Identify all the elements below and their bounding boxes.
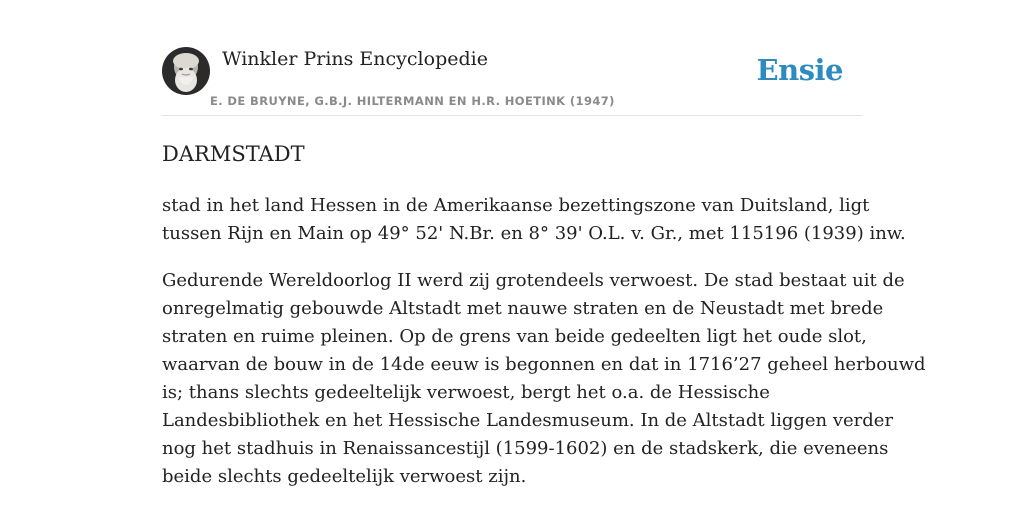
article-paragraph [162,267,926,491]
ensie-logo[interactable]: Ensie [756,53,843,87]
paragraph-line: onregelmatig gebouwde Altstadt met nauwe straten en de Neustadt met brede [162,298,884,319]
source-title[interactable]: Winkler Prins Encyclopedie [222,48,488,70]
paragraph-line: Gedurende Wereldoorlog II werd zij grotendeels verwoest. De stad bestaat uit de [162,270,905,291]
paragraph-line: beide slechts gedeeltelijk verwoest zijn. [162,466,527,487]
paragraph-line: waarvan de bouw in de 14de eeuw is begonnen en dat in 1716’27 geheel herbouwd [162,354,926,375]
source-header [162,46,862,116]
paragraph-line: is; thans slechts gedeeltelijk verwoest, bergt het o.a. de Hessische [162,382,770,403]
paragraph-line: stad in het land Hessen in de Amerikaanse bezettingszone van Duitsland, ligt [162,195,870,216]
paragraph-line: tussen Rijn en Main op 49° 52' N.Br. en 8° 39' O.L. v. Gr., met 115196 (1939) inw. [162,223,906,244]
article-title: DARMSTADT [162,142,305,166]
bearded-man-portrait-icon [162,47,210,95]
source-avatar[interactable] [162,47,210,95]
article-paragraph [162,192,906,248]
paragraph-line: Landesbibliothek en het Hessische Landesmuseum. In de Altstadt liggen verder [162,410,894,431]
source-authors: E. DE BRUYNE, G.B.J. HILTERMANN EN H.R. HOETINK (1947) [210,94,615,108]
paragraph-line: nog het stadhuis in Renaissancestijl (1599-1602) en de stadskerk, die eveneens [162,438,889,459]
paragraph-line: straten en ruime pleinen. Op de grens van beide gedeelten ligt het oude slot, [162,326,867,347]
